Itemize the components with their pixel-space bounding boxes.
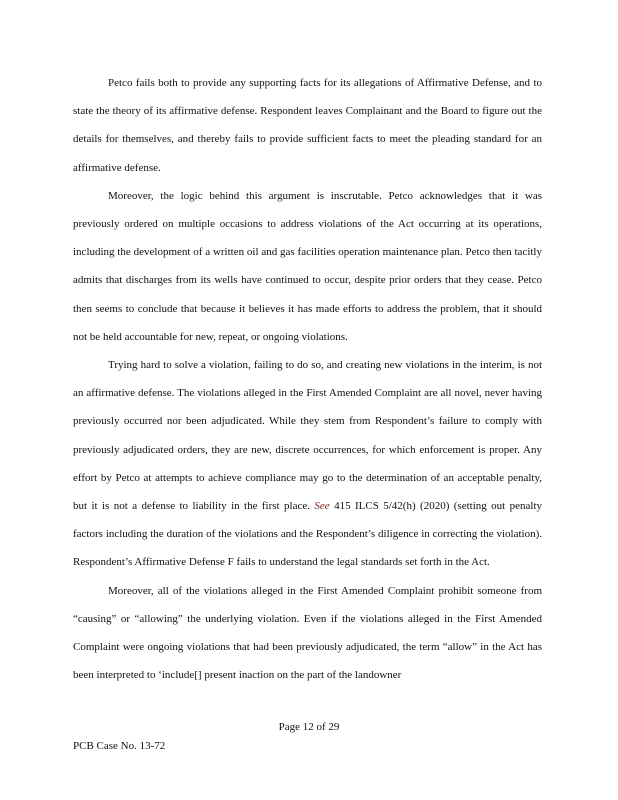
paragraph-3-text-before: Trying hard to solve a violation, failing to do so, and creating new violations in the interim, is not an affirmative defense. The violations alleged in the First Amended Complaint are all novel, never having previously occurred nor been adjudicated. While they stem from Respondent’s failure to comply with previously adjudicated orders, they are new, discrete occurrences, for which enforcement is proper. Any effort by Petco at attempts to achieve compliance may go to the determination of an acceptable penalty, but it is not a defense to liability in the first place. <box>73 359 542 513</box>
page-number: Page 12 of 29 <box>278 721 340 733</box>
paragraph-2: Moreover, the logic behind this argument is inscrutable. Petco acknowledges that it was previously ordered on multiple occasions to address violations of the Act occurring at its operations, including the development of a written oil and gas facilities operation maintenance plan. Petco then tacitly admits that discharges from its wells have continued to occur, despite prior orders that they cease. Petco then seems to conclude that because it believes it has made efforts to address the problem, that it should not be held accountable for new, repeat, or ongoing violations. <box>73 189 542 343</box>
document-body <box>73 69 542 689</box>
paragraph-4: Moreover, all of the violations alleged in the First Amended Complaint prohibit someone from “causing” or “allowing” the underlying violation. Even if the violations alleged in the First Amended Complaint were ongoing violations that had been previously adjudicated, the term “allow” in the Act has been interpreted to ‘include[] present inaction on the part of the landowner <box>73 584 542 682</box>
case-number: PCB Case No. 13-72 <box>73 740 166 752</box>
paragraph-3-text-after: 415 ILCS 5/42(h) (2020) (setting out penalty factors including the duration of the violations and the Respondent’s diligence in correcting the violation). Respondent’s Affirmative Defense F fails to understand the legal standards set forth in the Act. <box>73 500 543 569</box>
paragraph-3 <box>73 351 542 577</box>
paragraph-1: Petco fails both to provide any supporting facts for its allegations of Affirmative Defense, and to state the theory of its affirmative defense. Respondent leaves Complainant and the Board to figure out the details for themselves, and thereby fails to provide sufficient facts to meet the pleading standard for an affirmative defense. <box>73 77 542 174</box>
citation-signal: See <box>314 500 330 513</box>
